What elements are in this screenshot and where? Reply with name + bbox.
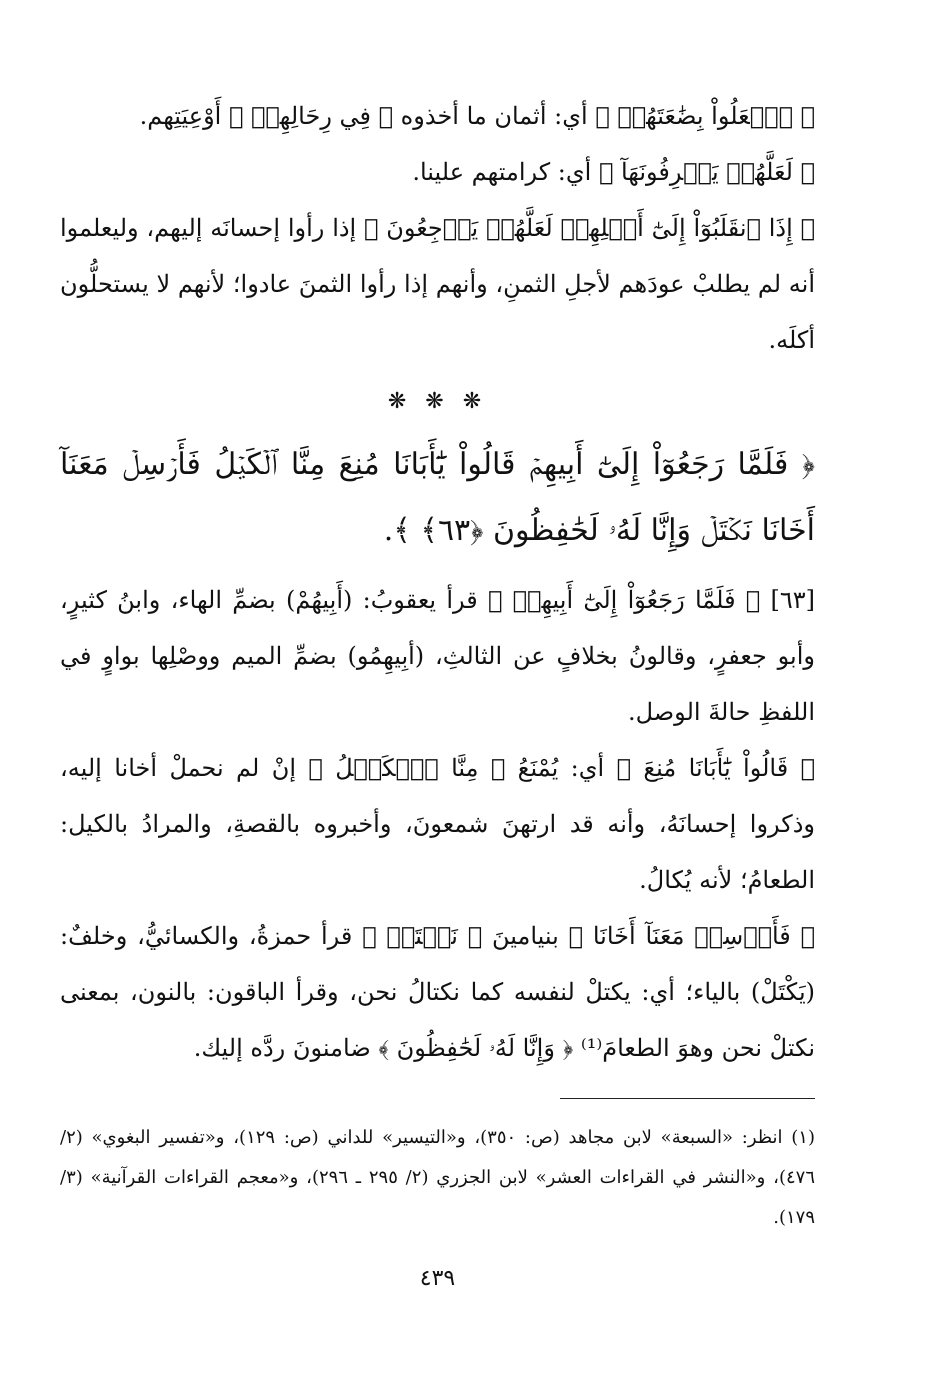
paragraph-5: ﴿ قَالُواْ يَٰٓأَبَانَا مُنِعَ ﴾ أي: يُمْنَعُ ﴿ مِنَّا ٱلۡكَيۡلُ ﴾ إنْ لم نحملْ أخانا إليه، وذكروا إحسانَهُ، وأنه قد ارتهنَ شمعونَ، وأخبروه بالقصةِ، والمرادُ بالكيل: الطعامُ؛ لأنه يُكالُ. (60, 754, 815, 894)
section-separator: ❋ ❋ ❋ (387, 389, 488, 414)
paragraph-3: ﴿ إِذَا ٱنقَلَبُوٓاْ إِلَىٰٓ أَهۡلِهِمۡ لَعَلَّهُمۡ يَرۡجِعُونَ ﴾ إذا رأوا إحسانَه إليهم، وليعلموا أنه لم يطلبْ عودَهم لأجلِ الثمنِ، وأنهم إذا رأوا الثمنَ عادوا؛ لأنهم لا يستحلُّون أكلَه. (60, 214, 815, 354)
footnotes (60, 1118, 815, 1238)
page-number: ٤٣٩ (419, 1266, 456, 1291)
paragraph-1: ﴿ ٱجۡعَلُواْ بِضَٰعَتَهُمۡ ﴾ أي: أثمان ما أخذوه ﴿ فِي رِحَالِهِمۡ ﴾ أَوْعِيَتِهم. (139, 102, 815, 130)
paragraph-6: ﴿ فَأَرۡسِلۡ مَعَنَآ أَخَانَا ﴾ بنيامينَ ﴿ نَكۡتَلۡ ﴾ قرأ حمزةُ، والكسائيُّ، وخلفٌ: (يَكْتَلْ) بالياء؛ أي: يكتلْ لنفسه كما نكتالُ نحن، وقرأ الباقون: بالنون، بمعنى نكتلْ نحن وهوَ الطعامَ⁽¹⁾ ﴿ وَإِنَّا لَهُۥ لَحَٰفِظُونَ ﴾ ضامنونَ ردَّه إليك. (60, 922, 815, 1062)
page-body (60, 88, 815, 1328)
footnote-divider (560, 1098, 815, 1099)
quran-verse: ﴿ فَلَمَّا رَجَعُوٓاْ إِلَىٰٓ أَبِيهِمۡ قَالُواْ يَٰٓأَبَانَا مُنِعَ مِنَّا ٱلۡكَيۡلُ فَأَرۡسِلۡ مَعَنَآ أَخَانَا نَكۡتَلۡ وَإِنَّا لَهُۥ لَحَٰفِظُونَ ﴿٦٣﴾ ﴾. (60, 447, 815, 548)
footnote-1: (١) انظر: «السبعة» لابن مجاهد (ص: ٣٥٠)، و«التيسير» للداني (ص: ١٢٩)، و«تفسير البغوي» (٢/ ٤٧٦)، و«النشر في القراءات العشر» لابن الجزري (٢/ ٢٩٥ ـ ٢٩٦)، و«معجم القراءات القرآنية» (٣/ ١٧٩). (60, 1127, 816, 1228)
paragraph-2: ﴿ لَعَلَّهُمۡ يَعۡرِفُونَهَآ ﴾ أي: كرامتهم علينا. (412, 158, 815, 186)
paragraph-4: [٦٣] ﴿ فَلَمَّا رَجَعُوٓاْ إِلَىٰٓ أَبِيهِمۡ ﴾ قرأ يعقوبُ: (أَبِيهُمْ) بضمِّ الهاء، وابنُ كثيرٍ، وأبو جعفرٍ، وقالونُ بخلافٍ عن الثالثِ، (أبِيهِمُو) بضمِّ الميم ووصْلِها بواوٍ في اللفظِ حالةَ الوصل. (60, 586, 815, 726)
